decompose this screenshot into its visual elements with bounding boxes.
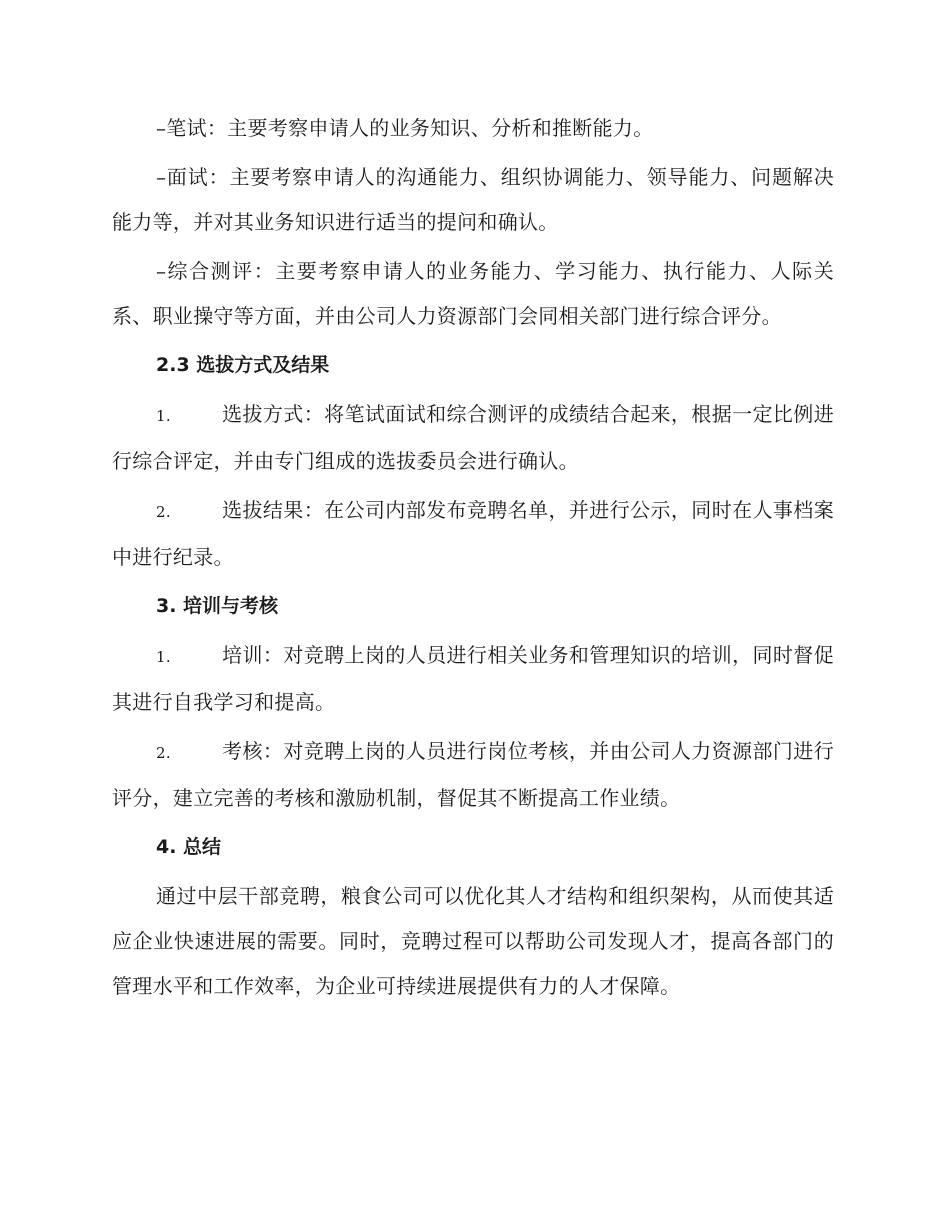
paragraph-interview: –面试：主要考察申请人的沟通能力、组织协调能力、领导能力、问题解决能力等，并对其业务知识进行适当的提问和确认。 [112,165,834,234]
paragraph-comprehensive-evaluation: –综合测评：主要考察申请人的业务能力、学习能力、执行能力、人际关系、职业操守等方面，并由公司人力资源部门会同相关部门进行综合评分。 [112,259,834,328]
section-heading-training: 3. 培训与考核 [156,595,279,617]
paragraph-written-test: –笔试：主要考察申请人的业务知识、分析和推断能力。 [156,116,654,140]
list-number: 1. [156,407,171,425]
list-number: 1. [156,648,171,666]
list-item-selection-result [112,488,834,580]
list-item-assessment [112,729,834,821]
list-item-text: 选拔结果：在公司内部发布竞聘名单，并进行公示，同时在人事档案中进行纪录。 [112,498,834,569]
section-heading-summary: 4. 总结 [156,836,222,858]
section-heading-selection: 2.3 选拔方式及结果 [156,354,330,376]
list-number: 2. [156,744,171,762]
paragraph-summary: 通过中层干部竞聘，粮食公司可以优化其人才结构和组织架构，从而使其适应企业快速进展的需要。同时，竞聘过程可以帮助公司发现人才，提高各部门的管理水平和工作效率，为企业可持续进展提供有力的人才保障。 [112,884,834,998]
list-number: 2. [156,503,171,521]
list-item-training [112,633,834,725]
list-item-text: 选拔方式：将笔试面试和综合测评的成绩结合起来，根据一定比例进行综合评定，并由专门组成的选拔委员会进行确认。 [112,402,834,473]
list-item-text: 培训：对竞聘上岗的人员进行相关业务和管理知识的培训，同时督促其进行自我学习和提高。 [112,643,834,714]
document-page [112,106,834,1013]
list-item-text: 考核：对竞聘上岗的人员进行岗位考核，并由公司人力资源部门进行评分，建立完善的考核和激励机制，督促其不断提高工作业绩。 [112,739,834,810]
list-item-selection-method [112,392,834,484]
